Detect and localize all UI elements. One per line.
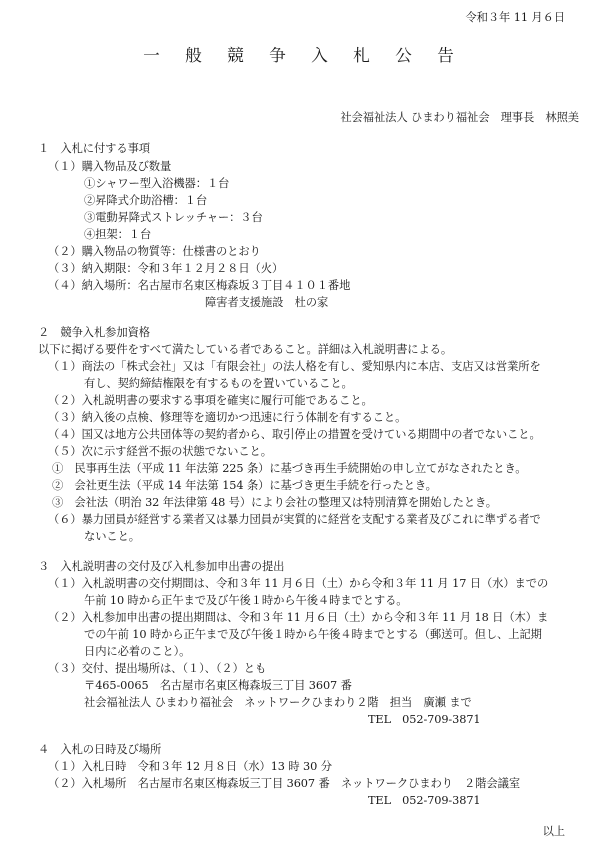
s3-item2-line2: での午前 10 時から正午まで及び午後１時から午後４時までとする（郵送可。但し、上記期 (84, 628, 542, 641)
s3-item1-line2: 午前 10 時から正午まで及び午後１時から午後４時までとする。 (84, 594, 408, 607)
s3-tel: TEL 052-709-3871 (368, 713, 481, 726)
s2-item5-sub: ① 民事再生法（平成 11 年法第 225 条）に基づき再生手続開始の申し立てがなされたとき。 (52, 462, 527, 475)
s1-item1-list-item: ①シャワー型入浴機器：１台 (84, 177, 230, 190)
s2-intro: 以下に掲げる要件をすべて満たしている者であること。詳細は入札説明書による。 (38, 343, 453, 356)
s1-item4-line2: 障害者支援施設 杜の家 (205, 296, 329, 309)
s2-item3: （３）納入後の点検、修理等を適切かつ迅速に行う体制を有すること。 (48, 411, 407, 424)
s3-item2-line3: 日内に必着のこと）。 (84, 645, 191, 658)
s3-postal-address: 〒465-0065 名古屋市名東区梅森坂三丁目 3607 番 (84, 679, 352, 692)
s2-item6-line2: ないこと。 (84, 530, 140, 543)
s3-item2-line1: （２）入札参加申出書の提出期間は、令和３年 11 月６日（土）から令和３年 11 月 18 日（木）ま (48, 611, 549, 624)
section3-heading: ３ 入札説明書の交付及び入札参加申出書の提出 (38, 560, 285, 573)
s1-item1-list-item: ④担架：１台 (84, 228, 152, 241)
issuer-line: 社会福祉法人 ひまわり福祉会 理事長 林照美 (340, 111, 579, 124)
s2-item4: （４）国又は地方公共団体等の契約者から、取引停止の措置を受けている期間中の者でないこと。 (48, 428, 541, 441)
s3-office-contact: 社会福祉法人 ひまわり福祉会 ネットワークひまわり２階 担当 廣瀬 まで (84, 696, 472, 709)
s1-item1-list-item: ②昇降式介助浴槽：１台 (84, 194, 208, 207)
s2-item5-sub: ② 会社更生法（平成 14 年法第 154 条）に基づき更生手続を行ったとき。 (52, 479, 437, 492)
s2-item1-line2: 有し、契約締結権限を有するものを置いていること。 (84, 377, 353, 390)
s3-item3: （３）交付、提出場所は、（１）、（２）とも (48, 662, 267, 675)
s2-item5-sub: ③ 会社法（明治 32 年法律第 48 号）により会社の整理又は特別清算を開始したとき。 (52, 496, 497, 509)
s2-item1-line1: （１）商法の「株式会社」又は「有限会社」の法人格を有し、愛知県内に本店、支店又は営業所を (48, 360, 541, 373)
s2-item5: （５）次に示す経営不振の状態でないこと。 (48, 445, 272, 458)
s4-tel: TEL 052-709-3871 (368, 794, 481, 807)
s1-item1-label: （１）購入物品及び数量 (48, 160, 172, 173)
s1-item1-list-item: ③電動昇降式ストレッチャー：３台 (84, 211, 263, 224)
section4-heading: ４ 入札の日時及び場所 (38, 743, 162, 756)
s1-item4-line1: （４）納入場所：名古屋市名東区梅森坂３丁目４１０１番地 (48, 279, 351, 292)
section1-heading: １ 入札に付する事項 (38, 142, 150, 155)
s2-item6-line1: （６）暴力団員が経営する業者又は暴力団員が実質的に経営を支配する業者及びこれに準ずる者で (48, 513, 541, 526)
notice-date: 令和３年 11 月６日 (465, 11, 565, 24)
closing-mark: 以上 (542, 825, 565, 838)
section2-heading: ２ 競争入札参加資格 (38, 326, 150, 339)
s4-item2: （２）入札場所 名古屋市名東区梅森坂三丁目 3607 番 ネットワークひまわり ２階会議室 (48, 777, 521, 790)
notice-title: 一 般 競 争 入 札 公 告 (143, 45, 464, 65)
s1-item2: （２）購入物品の物質等：仕様書のとおり (48, 245, 261, 258)
s1-item3: （３）納入期限：令和３年１２月２８日（火） (48, 262, 284, 275)
s2-item2: （２）入札説明書の要求する事項を確実に履行可能であること。 (48, 394, 373, 407)
s4-item1: （１）入札日時 令和３年 12 月８日（水）13 時 30 分 (48, 760, 332, 773)
s3-item1-line1: （１）入札説明書の交付期間は、令和３年 11 月６日（土）から令和３年 11 月 17 日（水）までの (48, 577, 549, 590)
